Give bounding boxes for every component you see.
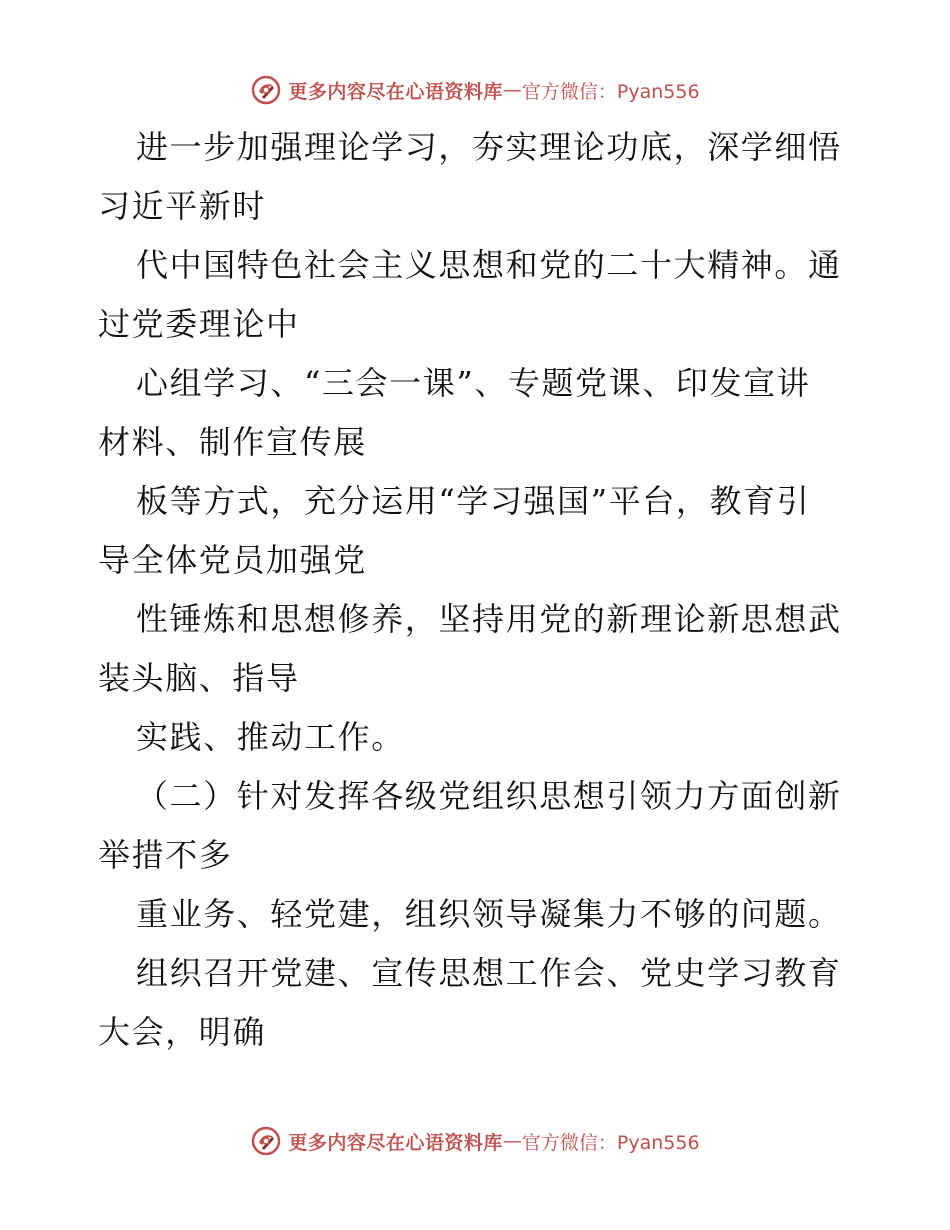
body-line: 性锤炼和思想修养，坚持用党的新理论新思想武 <box>136 600 842 638</box>
body-line: 大会，明确 <box>98 1013 267 1051</box>
body-line: 板等方式，充分运用“学习强国”平台，教育引 <box>136 482 811 520</box>
body-line: 过党委理论中 <box>98 305 300 343</box>
body-line: 材料、制作宣传展 <box>98 423 367 461</box>
section-heading-line: （二）针对发挥各级党组织思想引领力方面创新 <box>136 777 842 815</box>
body-line: 进一步加强理论学习，夯实理论功底，深学细悟 <box>136 128 842 166</box>
body-line: 代中国特色社会主义思想和党的二十大精神。通 <box>136 246 842 284</box>
body-line: 组织召开党建、宣传思想工作会、党史学习教育 <box>136 954 842 992</box>
banner-separator: — <box>502 79 522 101</box>
banner-contact-text: 官方微信：Pyan556 <box>521 80 700 103</box>
body-line: 重业务、轻党建，组织领导凝集力不够的问题。 <box>136 895 842 933</box>
body-line: 习近平新时 <box>98 187 267 225</box>
body-line: 实践、推动工作。 <box>136 718 405 756</box>
red-swirl-logo-icon <box>250 74 282 106</box>
body-line: 举措不多 <box>98 836 233 874</box>
banner-contact-text: 官方微信：Pyan556 <box>521 1131 700 1154</box>
body-line: 导全体党员加强党 <box>98 541 367 579</box>
banner-main-text: 更多内容尽在心语资料库 <box>288 1131 503 1154</box>
red-swirl-logo-icon <box>250 1125 282 1157</box>
banner-separator: — <box>502 1130 522 1152</box>
banner-main-text: 更多内容尽在心语资料库 <box>288 80 503 103</box>
body-line: 装头脑、指导 <box>98 659 300 697</box>
document-body <box>98 118 858 1062</box>
footer-watermark-banner <box>0 1121 950 1161</box>
header-watermark-banner <box>0 70 950 110</box>
body-line: 心组学习、“三会一课”、专题党课、印发宣讲 <box>136 364 811 402</box>
